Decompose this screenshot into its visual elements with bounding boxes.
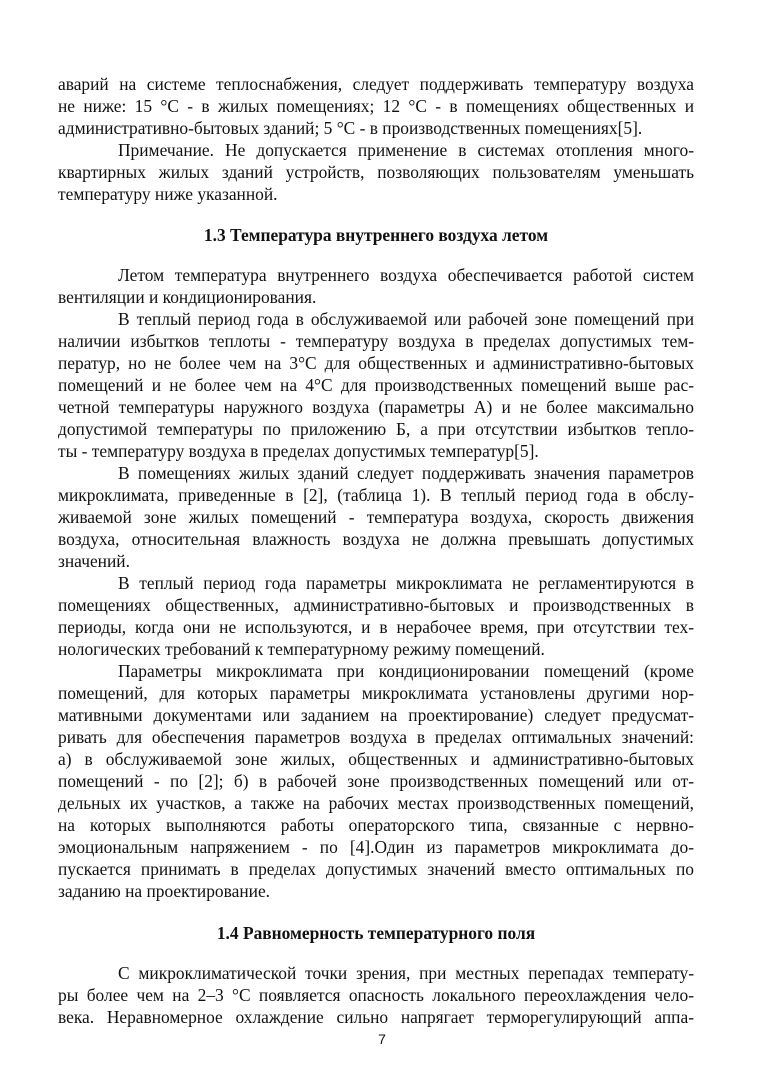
text-line: периоды, когда они не используются, и в нерабочее время, при отсутствии тех- — [58, 617, 694, 637]
text-line: допустимой температуры по приложению Б, а при отсутствии избытков тепло- — [58, 419, 694, 439]
text-line: дельных их участков, а также на рабочих местах производственных помещений, — [58, 793, 694, 813]
text-line: помещений - по [2]; б) в рабочей зоне производственных помещений или от- — [58, 771, 694, 791]
text-line: ривать для обеспечения параметров воздуха в пределах оптимальных значений: — [58, 727, 694, 747]
text-line: не ниже: 15 °С - в жилых помещениях; 12 °С - в помещениях общественных и — [58, 96, 694, 116]
text-line: В помещениях жилых зданий следует поддерживать значения параметров — [118, 463, 694, 483]
text-line: аварий на системе теплоснабжения, следует поддерживать температуру воздуха — [58, 74, 694, 94]
text-line: нологических требований к температурному режиму помещений. — [58, 639, 545, 659]
text-line: В теплый период года параметры микроклимата не регламентируются в — [118, 573, 694, 593]
text-line: воздуха, относительная влажность воздуха не должна превышать допустимых — [58, 529, 694, 549]
text-line: века. Неравномерное охлаждение сильно напрягает терморегулирующий аппа- — [58, 1007, 694, 1027]
text-line: а) в обслуживаемой зоне жилых, общественных и административно-бытовых — [58, 749, 694, 769]
text-line: микроклимата, приведенные в [2], (таблица 1). В теплый период года в обслу- — [58, 485, 694, 505]
text-line: пускается принимать в пределах допустимых значений вместо оптимальных по — [58, 859, 694, 879]
text-line: наличии избытков теплоты - температуру воздуха в пределах допустимых тем- — [58, 331, 694, 351]
text-line: квартирных жилых зданий устройств, позволяющих пользователям уменьшать — [58, 162, 694, 182]
page-number: 7 — [378, 1031, 386, 1047]
section-heading: 1.4 Равномерность температурного поля — [216, 923, 536, 943]
text-line: живаемой зоне жилых помещений - температура воздуха, скорость движения — [58, 507, 694, 527]
text-line: ператур, но не более чем на 3°С для общественных и административно-бытовых — [58, 353, 694, 373]
text-line: мативными документами или заданием на проектирование) следует предусмат- — [58, 705, 694, 725]
text-line: ры более чем на 2–3 °С появляется опасность локального переохлаждения чело- — [58, 985, 694, 1005]
text-line: заданию на проектирование. — [58, 881, 271, 901]
text-line: помещениях общественных, административно-бытовых и производственных в — [58, 595, 694, 615]
text-line: С микроклиматической точки зрения, при местных перепадах температу- — [118, 963, 694, 983]
text-line: значений. — [58, 551, 130, 571]
section-heading: 1.3 Температура внутреннего воздуха летом — [203, 225, 549, 245]
text-line: Параметры микроклимата при кондиционировании помещений (кроме — [118, 661, 694, 681]
text-line: температуру ниже указанной. — [58, 184, 278, 204]
text-line: Летом температура внутреннего воздуха обеспечивается работой систем — [118, 265, 694, 285]
text-line: В теплый период года в обслуживаемой или рабочей зоне помещений при — [118, 309, 694, 329]
text-line: эмоциональным напряжением - по [4].Один из параметров микроклимата до- — [58, 837, 694, 857]
text-line: на которых выполняются работы операторского типа, связанные с нервно- — [58, 815, 694, 835]
text-line: вентиляции и кондиционирования. — [58, 287, 317, 307]
text-line: административно-бытовых зданий; 5 °С - в производственных помещениях[5]. — [58, 118, 643, 138]
text-line: ты - температуру воздуха в пределах допустимых температур[5]. — [58, 441, 539, 461]
text-line: четной температуры наружного воздуха (параметры А) и не более максимально — [58, 397, 694, 417]
text-line: помещений, для которых параметры микроклимата установлены другими нор- — [58, 683, 694, 703]
text-line: Примечание. Не допускается применение в системах отопления много- — [118, 140, 694, 160]
text-line: помещений и не более чем на 4°С для производственных помещений выше рас- — [58, 375, 694, 395]
